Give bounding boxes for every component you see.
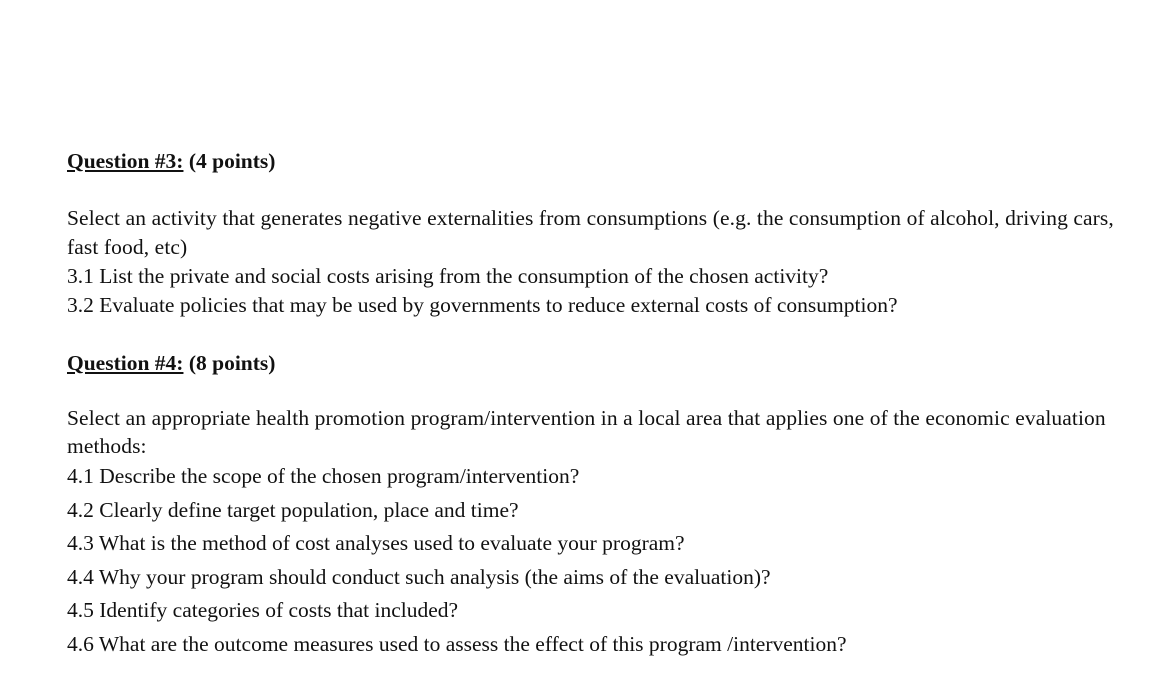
question-4-intro: Select an appropriate health promotion program/intervention in a local area that applies one of the economic evaluation methods: — [67, 406, 1106, 458]
question-4-item: 4.3 What is the method of cost analyses used to evaluate your program? — [67, 531, 685, 555]
question-4-item: 4.4 Why your program should conduct such analysis (the aims of the evaluation)? — [67, 564, 771, 589]
question-3-item: 3.2 Evaluate policies that may be used by governments to reduce external costs of consumption? — [67, 293, 898, 317]
question-4-item: 4.6 What are the outcome measures used to assess the effect of this program /intervention? — [67, 631, 847, 656]
question-4-section — [67, 348, 1137, 661]
question-4-items — [67, 460, 1137, 661]
question-4-item: 4.1 Describe the scope of the chosen program/intervention? — [67, 464, 580, 488]
question-4-item: 4.2 Clearly define target population, place and time? — [67, 497, 519, 522]
question-3-label: Question #3: — [67, 149, 184, 173]
question-3-points: (4 points) — [188, 149, 276, 173]
question-3-heading — [67, 146, 1137, 176]
question-4-label: Question #4: — [67, 351, 184, 375]
question-3-items — [67, 262, 1137, 320]
question-3-item: 3.1 List the private and social costs arising from the consumption of the chosen activity? — [67, 264, 829, 288]
question-4-points: (8 points) — [188, 351, 276, 375]
question-3-section — [67, 146, 1137, 320]
question-3-intro: Select an activity that generates negative externalities from consumptions (e.g. the consumption of alcohol, driving cars, fast food, etc) — [67, 206, 1114, 259]
question-4-heading — [67, 348, 1137, 378]
question-4-item: 4.5 Identify categories of costs that included? — [67, 598, 459, 622]
